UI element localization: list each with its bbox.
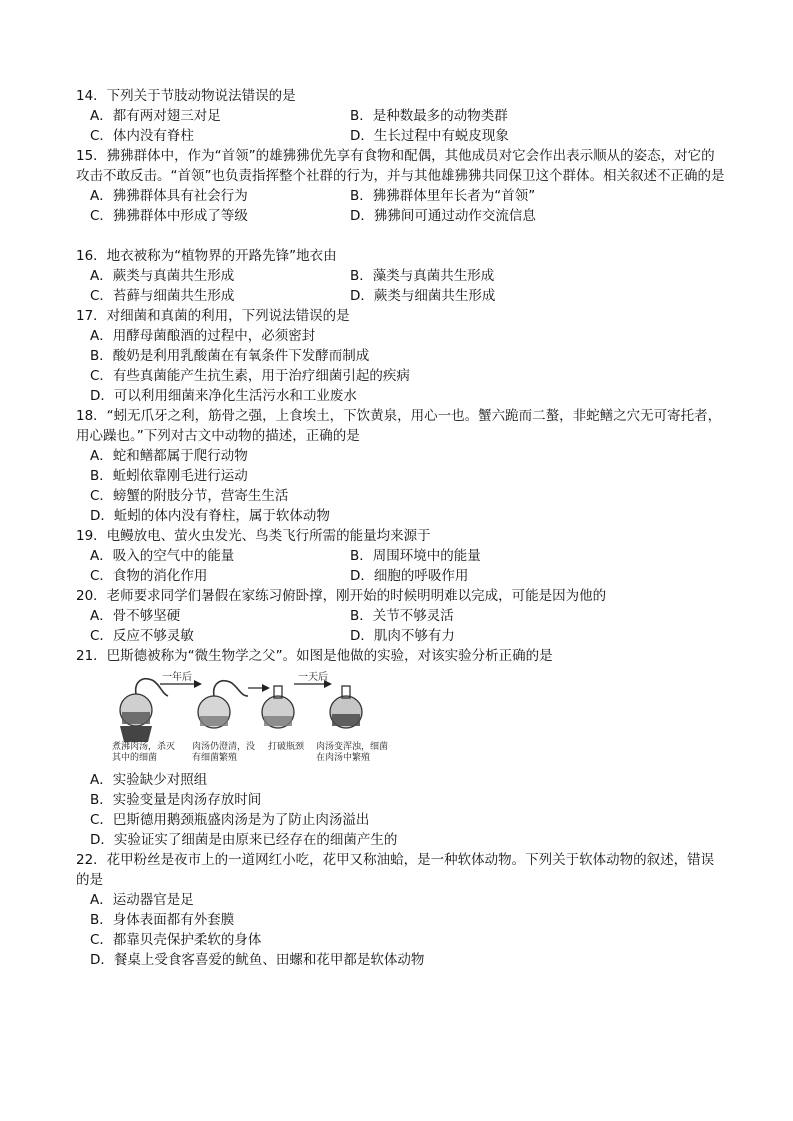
caption-step-2: 肉汤仍澄清，没有细菌繁殖 [192,742,256,763]
option-a: A．蕨类与真菌共生形成 [90,268,235,284]
option-c: C．狒狒群体中形成了等级 [90,208,248,224]
option-c: C．螃蟹的附肢分节，营寄生生活 [90,488,289,504]
option-row [76,546,726,566]
option-a: A．运动器官是足 [90,892,194,908]
option-d: D．蕨类与细菌共生形成 [350,288,496,304]
caption-step-3: 打破瓶颈 [268,742,305,752]
option-d: D．实验证实了细菌是由原来已经存在的细菌产生的 [90,832,398,848]
option-c: C．反应不够灵敏 [90,628,194,644]
flask-1 [120,679,168,742]
caption-step-4: 肉汤变浑浊，细菌在肉汤中繁殖 [316,742,389,763]
question-20 [76,586,726,646]
option-b: B．狒狒群体里年长者为“首领” [350,188,536,204]
option-d: D．肌肉不够有力 [350,628,455,644]
question-stem: 15．狒狒群体中，作为“首领”的雄狒狒优先享有食物和配偶，其他成员对它会作出表示顺从的姿态，对它的攻击不敢反击。“首领”也负责指挥整个社群的行为，并与其他雄狒狒共同保卫这个群体。相关叙述不正确的是 [76,148,725,184]
option-d: D．狒狒间可通过动作交流信息 [350,208,536,224]
question-15 [76,146,726,226]
question-18 [76,406,726,526]
option-b: B．蚯蚓依靠刚毛进行运动 [90,468,248,484]
option-row [76,126,726,146]
option-d: D．蚯蚓的体内没有脊柱，属于软体动物 [90,508,330,524]
option-d: D．生长过程中有蜕皮现象 [350,128,509,144]
question-stem: 18．“蚓无爪牙之利，筋骨之强，上食埃土，下饮黄泉，用心一也。蟹六跪而二螯，非蛇鳝之穴无可寄托者，用心躁也。”下列对古文中动物的描述，正确的是 [76,408,722,444]
option-a: A．蛇和鳝都属于爬行动物 [90,448,248,464]
question-17 [76,306,726,406]
option-a: A．骨不够坚硬 [90,608,181,624]
option-b: B．身体表面都有外套膜 [90,912,235,928]
option-a: A．用酵母菌酿酒的过程中，必须密封 [90,328,316,344]
option-c: C．食物的消化作用 [90,568,208,584]
question-21 [76,646,726,666]
question-stem: 20．老师要求同学们暑假在家练习俯卧撑，刚开始的时候明明难以完成，可能是因为他的 [76,588,607,604]
option-c: C．体内没有脊柱 [90,128,194,144]
option-a: A．实验缺少对照组 [90,772,208,788]
question-stem: 22．花甲粉丝是夜市上的一道网红小吃，花甲又称油蛤，是一种软体动物。下列关于软体动物的叙述，错误的是 [76,852,715,888]
option-b: B．酸奶是利用乳酸菌在有氧条件下发酵而制成 [90,348,370,364]
option-row [76,626,726,646]
option-row [76,566,726,586]
option-row [76,606,726,626]
arrow-break-neck [248,684,270,692]
option-a: A．吸入的空气中的能量 [90,548,235,564]
option-d: D．餐桌上受食客喜爱的鱿鱼、田螺和花甲都是软体动物 [90,952,425,968]
arrow-label-one-day: 一天后 [298,672,328,683]
flask-3 [262,686,294,728]
question-16 [76,246,726,306]
question-21-options [76,770,726,850]
question-stem: 14．下列关于节肢动物说法错误的是 [76,88,296,104]
question-stem: 19．电鳗放电、萤火虫发光、鸟类飞行所需的能量均来源于 [76,528,431,544]
option-b: B．周围环境中的能量 [350,548,481,564]
option-b: B．实验变量是肉汤存放时间 [90,792,262,808]
option-row [76,266,726,286]
option-c: C．都靠贝壳保护柔软的身体 [90,932,262,948]
option-row [76,286,726,306]
option-a: A．都有两对翅三对足 [90,108,221,124]
question-stem: 17．对细菌和真菌的利用，下列说法错误的是 [76,308,350,324]
option-c: C．苔藓与细菌共生形成 [90,288,235,304]
option-b: B．是种数最多的动物类群 [350,108,508,124]
option-row [76,106,726,126]
option-d: D．细胞的呼吸作用 [350,568,469,584]
pasteur-experiment-figure [112,668,392,770]
question-stem: 21．巴斯德被称为“微生物学之父”。如图是他做的实验，对该实验分析正确的是 [76,648,553,664]
option-c: C．巴斯德用鹅颈瓶盛肉汤是为了防止肉汤溢出 [90,812,370,828]
flask-2 [198,681,248,728]
option-row [76,186,726,206]
question-stem: 16．地衣被称为“植物界的开路先锋”地衣由 [76,248,337,264]
question-19 [76,526,726,586]
flask-4 [330,686,362,728]
question-14 [76,86,726,146]
option-b: B．藻类与真菌共生形成 [350,268,495,284]
caption-step-1: 煮沸肉汤，杀灭其中的细菌 [112,742,176,763]
option-b: B．关节不够灵活 [350,608,454,624]
option-d: D．可以利用细菌来净化生活污水和工业废水 [90,388,357,404]
question-22 [76,850,726,970]
option-c: C．有些真菌能产生抗生素，用于治疗细菌引起的疾病 [90,368,410,384]
option-row [76,206,726,226]
arrow-label-one-year: 一年后 [162,672,192,683]
option-a: A．狒狒群体具有社会行为 [90,188,248,204]
